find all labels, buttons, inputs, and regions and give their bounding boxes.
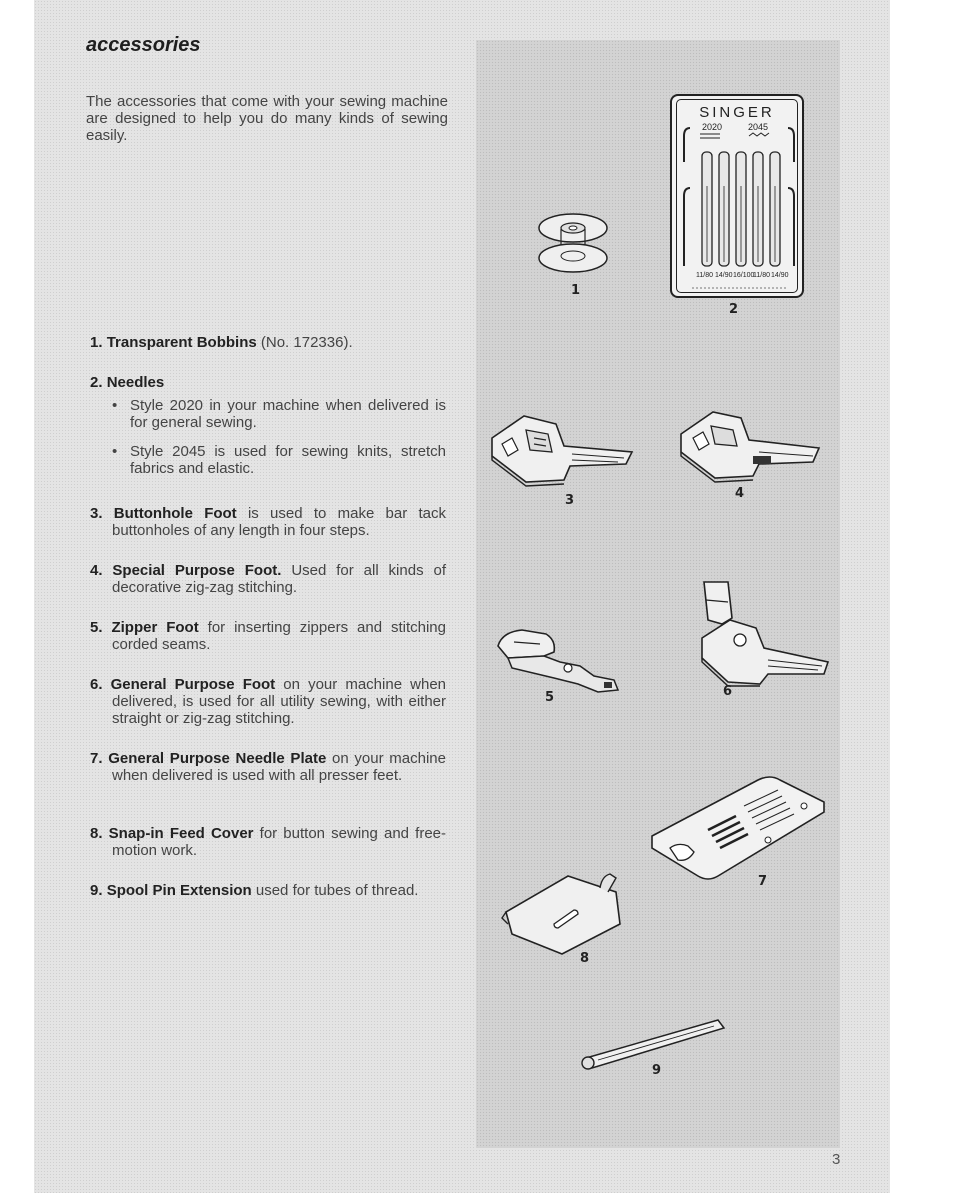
needle-size-label: 11/80 <box>696 272 713 279</box>
item-term: Special Purpose Foot. <box>112 562 282 579</box>
special-purpose-foot-illustration <box>675 404 825 486</box>
item-term: Buttonhole Foot <box>113 505 237 522</box>
item-term: General Purpose Foot <box>110 676 276 693</box>
bullet-item: • Style 2045 is used for sewing knits, stretch fabrics and elastic. <box>112 443 446 477</box>
item-term: Needles <box>106 374 165 391</box>
item-number: 3. <box>90 505 103 522</box>
item-term: General Purpose Needle Plate <box>108 750 327 767</box>
list-item <box>90 334 446 351</box>
list-item <box>90 562 446 596</box>
figure-label: 7 <box>758 874 768 889</box>
needle-style-list <box>90 397 446 477</box>
needle-size-label: 16/100 <box>733 272 755 279</box>
item-number: 4. <box>90 562 103 579</box>
item-term: Snap-in Feed Cover <box>108 825 254 842</box>
item-description: on your machine when delivered is used with all presser feet. <box>112 750 446 784</box>
list-item <box>90 505 446 539</box>
list-item <box>90 374 446 489</box>
item-description: Used for all kinds of decorative zig-zag stitching. <box>112 562 446 596</box>
figure-label: 2 <box>729 302 739 317</box>
needle-style-2020-label: 2020 <box>702 122 723 132</box>
figure-label: 8 <box>580 951 590 966</box>
item-number: 1. <box>90 334 103 351</box>
item-number: 8. <box>90 825 103 842</box>
item-description: on your machine when delivered, is used for all utility sewing, with either straight or zig-zag stitching. <box>112 676 447 727</box>
buttonhole-foot-illustration <box>486 408 636 490</box>
list-item <box>90 750 446 784</box>
needle-size-label: 11/80 <box>753 272 770 279</box>
item-description: for inserting zippers and stitching corded seams. <box>112 619 446 653</box>
item-term: Transparent Bobbins <box>106 334 257 351</box>
needle-style-2045-label: 2045 <box>748 122 769 132</box>
figure-label: 6 <box>723 684 733 699</box>
item-description: used for tubes of thread. <box>251 882 419 899</box>
zipper-foot-illustration <box>494 622 624 694</box>
item-term: Zipper Foot <box>111 619 199 636</box>
page-number: 3 <box>832 1151 841 1168</box>
bullet-text: Style 2020 in your machine when delivered is for general sewing. <box>130 397 446 431</box>
figure-label: 5 <box>545 690 555 705</box>
bullet-text: Style 2045 is used for sewing knits, stretch fabrics and elastic. <box>130 443 446 477</box>
list-item <box>90 825 446 859</box>
needle-size-label: 14/90 <box>715 272 733 279</box>
item-description: is used to make bar tack buttonholes of any length in four steps. <box>112 505 447 539</box>
needle-size-label: 14/90 <box>771 272 789 279</box>
item-number: 6. <box>90 676 103 693</box>
bobbin-illustration <box>536 206 610 280</box>
figure-label: 3 <box>565 493 575 508</box>
item-description: for button sewing and free-motion work. <box>112 825 447 859</box>
needle-card-illustration <box>670 94 804 298</box>
item-number: 5. <box>90 619 103 636</box>
bullet-item: • Style 2020 in your machine when delivered is for general sewing. <box>112 397 446 431</box>
list-item <box>90 619 446 653</box>
general-purpose-foot-illustration <box>694 578 834 690</box>
list-item <box>90 882 446 899</box>
figure-label: 1 <box>571 283 581 298</box>
figure-label: 4 <box>735 486 745 501</box>
intro-paragraph: The accessories that come with your sewing machine are designed to help you do many kinds of sewing easily. <box>86 93 448 144</box>
item-number: 7. <box>90 750 103 767</box>
item-number: 2. <box>90 374 103 391</box>
page-title: accessories <box>86 34 201 56</box>
item-description: (No. 172336). <box>256 334 353 351</box>
needle-plate-illustration <box>648 772 828 884</box>
item-number: 9. <box>90 882 103 899</box>
item-term: Spool Pin Extension <box>106 882 252 899</box>
list-item <box>90 676 446 727</box>
needle-card-brand: SINGER <box>699 104 775 121</box>
figure-label: 9 <box>652 1063 662 1078</box>
feed-cover-illustration <box>498 872 634 958</box>
